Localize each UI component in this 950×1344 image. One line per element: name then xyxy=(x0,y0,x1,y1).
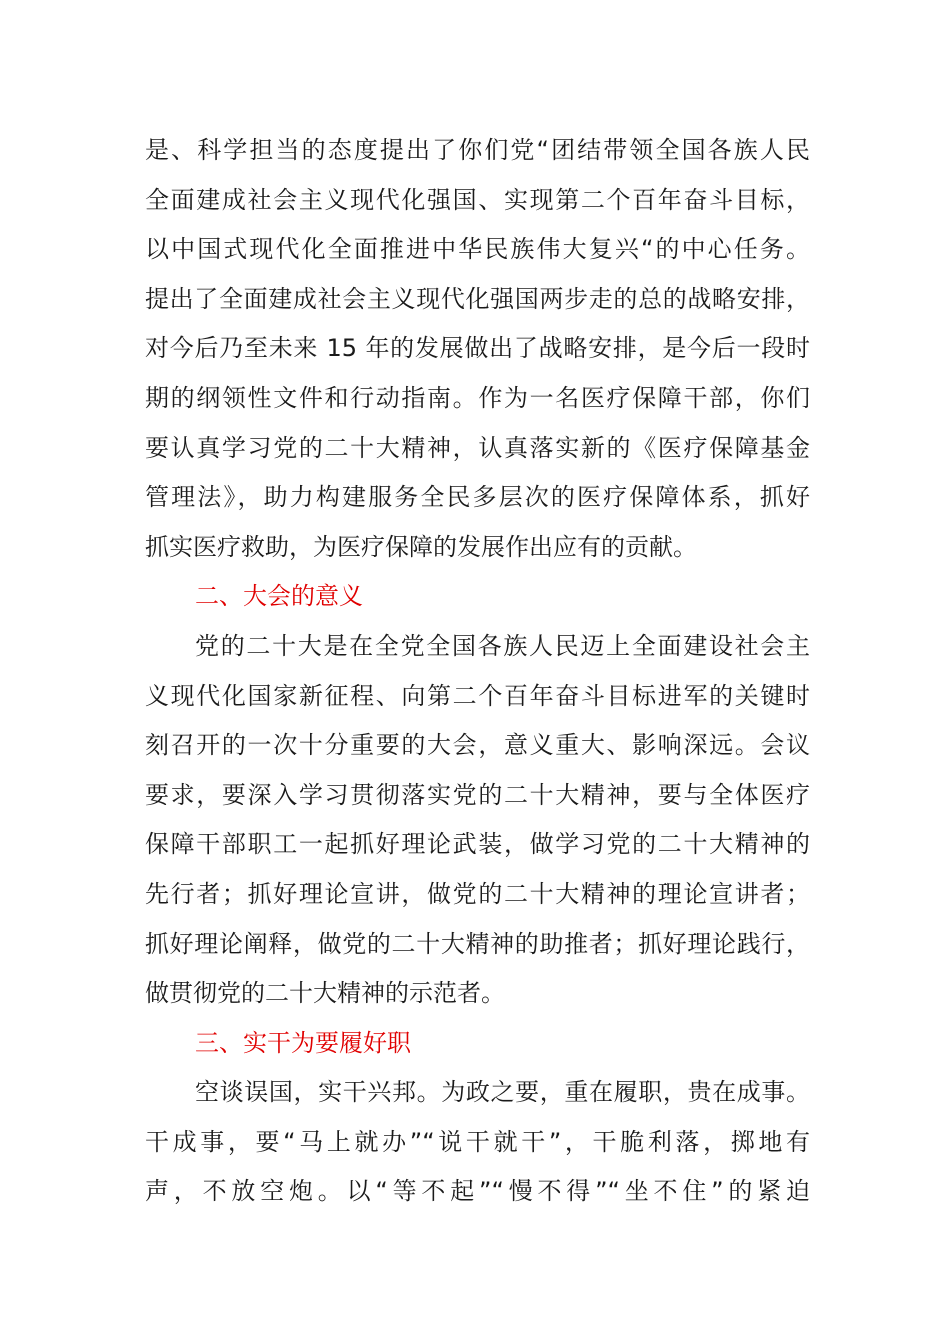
section-heading: 二、大会的意义 xyxy=(195,582,363,611)
paragraph-line: 要认真学习党的二十大精神，认真落实新的《医疗保障基金 xyxy=(145,433,810,462)
document-body xyxy=(145,126,810,1217)
paragraph-line: 刻召开的一次十分重要的大会，意义重大、影响深远。会议 xyxy=(145,731,810,760)
paragraph-line: 提出了全面建成社会主义现代化强国两步走的总的战略安排， xyxy=(145,284,810,313)
section-paragraph xyxy=(145,622,810,1019)
paragraph-continued xyxy=(145,126,810,572)
paragraph-line: 空谈误国，实干兴邦。为政之要，重在履职，贵在成事。 xyxy=(195,1078,810,1107)
paragraph-line: 以中国式现代化全面推进中华民族伟大复兴“的中心任务。 xyxy=(145,235,810,264)
paragraph-line: 党的二十大是在全党全国各族人民迈上全面建设社会主 xyxy=(195,631,810,660)
paragraph-line: 对今后乃至未来 15 年的发展做出了战略安排，是今后一段时 xyxy=(145,334,810,363)
paragraph-line: 期的纲领性文件和行动指南。作为一名医疗保障干部，你们 xyxy=(145,383,810,412)
paragraph-line: 抓实医疗救助，为医疗保障的发展作出应有的贡献。 xyxy=(145,532,697,561)
paragraph-line: 干成事，要“马上就办”“说干就干”，干脆利落，掷地有 xyxy=(145,1127,810,1156)
paragraph-line: 要求，要深入学习贯彻落实党的二十大精神，要与全体医疗 xyxy=(145,780,810,809)
paragraph-line: 保障干部职工一起抓好理论武装，做学习党的二十大精神的 xyxy=(145,830,810,859)
section-heading: 三、实干为要履好职 xyxy=(195,1028,411,1057)
paragraph-line: 全面建成社会主义现代化强国、实现第二个百年奋斗目标， xyxy=(145,185,810,214)
paragraph-line: 声，不放空炮。以“等不起”“慢不得”“坐不住”的紧迫 xyxy=(145,1177,810,1206)
paragraph-line: 做贯彻党的二十大精神的示范者。 xyxy=(145,979,505,1008)
paragraph-line: 先行者；抓好理论宣讲，做党的二十大精神的理论宣讲者； xyxy=(145,879,810,908)
paragraph-line: 抓好理论阐释，做党的二十大精神的助推者；抓好理论践行， xyxy=(145,929,810,958)
paragraph-line: 义现代化国家新征程、向第二个百年奋斗目标进军的关键时 xyxy=(145,681,810,710)
section-paragraph xyxy=(145,1068,810,1217)
paragraph-line: 管理法》，助力构建服务全民多层次的医疗保障体系，抓好 xyxy=(145,483,810,512)
paragraph-line: 是、科学担当的态度提出了你们党“团结带领全国各族人民 xyxy=(145,136,810,164)
